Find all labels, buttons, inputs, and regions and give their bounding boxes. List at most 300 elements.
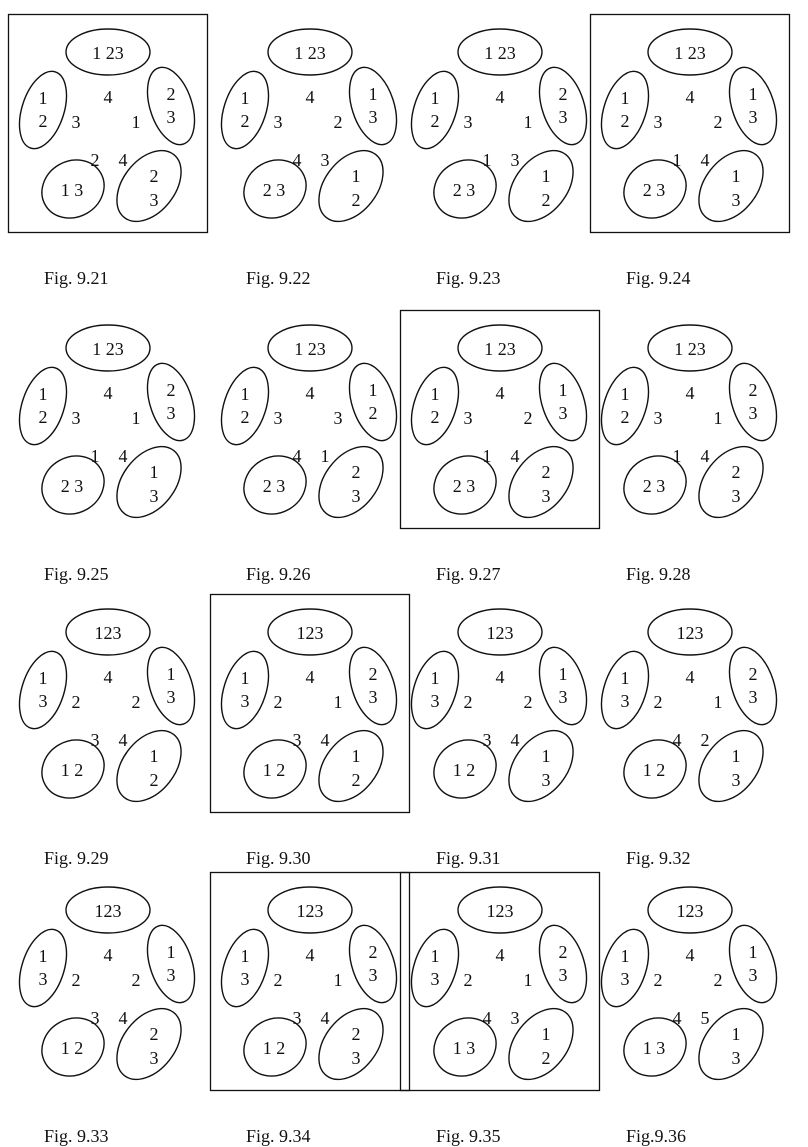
mid-left-number: 2: [653, 692, 663, 712]
top-left-ellipse-label-2: 2: [240, 111, 250, 131]
top-ellipse-label: 123: [94, 901, 122, 921]
top-left-ellipse-label-2: 3: [240, 969, 250, 989]
figure-caption: Fig. 9.27: [436, 564, 501, 584]
mid-left-number: 2: [653, 970, 663, 990]
top-left-ellipse-label-1: 1: [430, 946, 440, 966]
top-left-ellipse-label-2: 2: [38, 111, 48, 131]
mid-left-number: 3: [273, 112, 283, 132]
mid-left-number: 2: [273, 970, 283, 990]
center-number: 4: [495, 945, 505, 965]
top-ellipse-label: 1 23: [294, 339, 326, 359]
top-left-ellipse: [403, 923, 468, 1012]
top-right-ellipse-label-2: 2: [368, 403, 378, 423]
top-left-ellipse: [593, 361, 658, 450]
figure: [400, 310, 600, 584]
top-ellipse-label: 1 23: [674, 339, 706, 359]
top-right-ellipse-label-2: 3: [748, 687, 758, 707]
low-left-number: 4: [292, 150, 302, 170]
bottom-right-ellipse: [496, 718, 586, 813]
top-right-ellipse-label-2: 3: [368, 687, 378, 707]
bottom-left-ellipse-label: 1 2: [262, 1038, 286, 1058]
center-number: 4: [495, 87, 505, 107]
top-left-ellipse-label-2: 3: [620, 969, 630, 989]
mid-left-number: 3: [463, 408, 473, 428]
bottom-right-ellipse-label-2: 3: [731, 486, 741, 506]
low-right-number: 4: [700, 150, 710, 170]
top-right-ellipse-label-2: 3: [558, 107, 568, 127]
top-right-ellipse-label-2: 3: [748, 965, 758, 985]
bottom-right-ellipse: [496, 996, 586, 1091]
top-left-ellipse: [11, 65, 76, 154]
top-right-ellipse-label-1: 2: [558, 942, 568, 962]
low-left-number: 3: [292, 730, 302, 750]
top-right-ellipse: [139, 641, 204, 730]
top-right-ellipse-label-1: 1: [166, 664, 176, 684]
figure-diagram: [590, 14, 790, 236]
bottom-right-ellipse-label-1: 1: [541, 166, 551, 186]
top-left-ellipse-label-2: 3: [38, 691, 48, 711]
bottom-left-ellipse-label: 2 3: [262, 180, 286, 200]
top-right-ellipse-label-2: 3: [748, 107, 758, 127]
low-left-number: 1: [90, 446, 100, 466]
bottom-left-ellipse-label: 1 2: [60, 1038, 84, 1058]
figure-caption: Fig. 9.33: [44, 1126, 109, 1146]
low-right-number: 3: [510, 150, 520, 170]
mid-left-number: 3: [71, 408, 81, 428]
top-right-ellipse: [341, 61, 406, 150]
top-left-ellipse: [11, 923, 76, 1012]
figure-caption: Fig. 9.26: [246, 564, 311, 584]
top-left-ellipse-label-2: 2: [38, 407, 48, 427]
bottom-left-ellipse-label: 2 3: [452, 476, 476, 496]
top-right-ellipse: [721, 641, 786, 730]
figure: [8, 872, 208, 1146]
low-right-number: 4: [510, 446, 520, 466]
low-right-number: 4: [320, 1008, 330, 1028]
center-number: 4: [305, 667, 315, 687]
bottom-left-ellipse-label: 1 2: [642, 760, 666, 780]
bottom-left-ellipse-label: 1 3: [642, 1038, 666, 1058]
mid-left-number: 3: [71, 112, 81, 132]
mid-right-number: 1: [333, 692, 343, 712]
top-right-ellipse-label-2: 3: [166, 403, 176, 423]
top-ellipse-label: 123: [676, 623, 704, 643]
bottom-right-ellipse: [104, 718, 194, 813]
center-number: 4: [305, 945, 315, 965]
top-left-ellipse-label-1: 1: [38, 384, 48, 404]
top-left-ellipse-label-2: 2: [430, 407, 440, 427]
bottom-right-ellipse-label-1: 1: [149, 462, 159, 482]
top-left-ellipse: [403, 645, 468, 734]
top-left-ellipse-label-1: 1: [620, 88, 630, 108]
bottom-right-ellipse-label-2: 3: [351, 486, 361, 506]
mid-right-number: 1: [523, 112, 533, 132]
top-right-ellipse: [531, 357, 596, 446]
low-left-number: 3: [90, 730, 100, 750]
bottom-right-ellipse: [306, 718, 396, 813]
top-left-ellipse-label-2: 2: [620, 111, 630, 131]
figure-diagram: [8, 594, 208, 816]
bottom-right-ellipse-label-1: 1: [731, 746, 741, 766]
top-right-ellipse: [531, 919, 596, 1008]
figure-caption: Fig. 9.28: [626, 564, 691, 584]
top-left-ellipse-label-2: 2: [620, 407, 630, 427]
mid-right-number: 2: [523, 692, 533, 712]
low-left-number: 3: [292, 1008, 302, 1028]
center-number: 4: [685, 383, 695, 403]
top-ellipse-label: 123: [296, 623, 324, 643]
bottom-right-ellipse: [686, 718, 776, 813]
mid-left-number: 3: [273, 408, 283, 428]
bottom-right-ellipse-label-1: 1: [351, 746, 361, 766]
low-left-number: 2: [90, 150, 100, 170]
mid-left-number: 3: [653, 112, 663, 132]
figure-diagram: [210, 310, 410, 532]
bottom-right-ellipse-label-2: 2: [351, 770, 361, 790]
top-right-ellipse-label-1: 1: [368, 380, 378, 400]
figure: [210, 310, 410, 584]
top-left-ellipse-label-1: 1: [240, 946, 250, 966]
top-ellipse-label: 123: [94, 623, 122, 643]
figure-diagram: [8, 14, 208, 236]
low-right-number: 4: [118, 1008, 128, 1028]
top-left-ellipse-label-1: 1: [430, 668, 440, 688]
center-number: 4: [685, 945, 695, 965]
figure: [8, 310, 208, 584]
low-right-number: 3: [320, 150, 330, 170]
figure-diagram: [590, 310, 790, 532]
mid-left-number: 2: [273, 692, 283, 712]
bottom-left-ellipse-label: 1 3: [452, 1038, 476, 1058]
figure-diagram: [400, 14, 600, 236]
center-number: 4: [495, 667, 505, 687]
bottom-right-ellipse-label-2: 2: [541, 1048, 551, 1068]
center-number: 4: [305, 87, 315, 107]
top-ellipse-label: 123: [486, 901, 514, 921]
mid-right-number: 1: [713, 408, 723, 428]
top-left-ellipse-label-2: 3: [430, 691, 440, 711]
top-left-ellipse-label-1: 1: [240, 384, 250, 404]
top-ellipse-label: 123: [486, 623, 514, 643]
bottom-right-ellipse: [104, 434, 194, 529]
top-left-ellipse-label-1: 1: [620, 668, 630, 688]
top-left-ellipse: [593, 65, 658, 154]
bottom-left-ellipse-label: 1 3: [60, 180, 84, 200]
center-number: 4: [685, 667, 695, 687]
low-right-number: 4: [700, 446, 710, 466]
figure-caption: Fig. 9.34: [246, 1126, 311, 1146]
top-left-ellipse: [213, 923, 278, 1012]
top-ellipse-label: 1 23: [294, 43, 326, 63]
figure-caption: Fig. 9.25: [44, 564, 109, 584]
mid-right-number: 2: [333, 112, 343, 132]
low-left-number: 4: [482, 1008, 492, 1028]
figure: [590, 594, 790, 868]
bottom-right-ellipse-label-1: 1: [541, 1024, 551, 1044]
top-right-ellipse-label-1: 1: [748, 942, 758, 962]
top-left-ellipse: [213, 645, 278, 734]
bottom-right-ellipse-label-2: 3: [149, 1048, 159, 1068]
low-right-number: 4: [510, 730, 520, 750]
bottom-right-ellipse-label-2: 3: [731, 1048, 741, 1068]
bottom-right-ellipse-label-1: 2: [149, 166, 159, 186]
bottom-right-ellipse: [306, 434, 396, 529]
bottom-right-ellipse-label-2: 3: [149, 190, 159, 210]
low-left-number: 1: [672, 150, 682, 170]
top-left-ellipse: [403, 361, 468, 450]
figure: [210, 872, 410, 1146]
figure: [210, 594, 410, 868]
low-left-number: 1: [672, 446, 682, 466]
mid-right-number: 3: [333, 408, 343, 428]
top-right-ellipse-label-1: 1: [748, 84, 758, 104]
top-left-ellipse-label-1: 1: [240, 668, 250, 688]
top-right-ellipse: [721, 61, 786, 150]
low-left-number: 4: [292, 446, 302, 466]
center-number: 4: [103, 383, 113, 403]
bottom-left-ellipse-label: 2 3: [642, 180, 666, 200]
top-right-ellipse-label-1: 1: [368, 84, 378, 104]
low-right-number: 4: [118, 150, 128, 170]
bottom-right-ellipse-label-1: 1: [541, 746, 551, 766]
low-right-number: 4: [320, 730, 330, 750]
top-ellipse-label: 1 23: [484, 339, 516, 359]
bottom-right-ellipse-label-1: 2: [351, 462, 361, 482]
bottom-right-ellipse-label-1: 2: [351, 1024, 361, 1044]
figure-caption: Fig. 9.31: [436, 848, 501, 868]
top-ellipse-label: 1 23: [484, 43, 516, 63]
figure-diagram: [8, 872, 208, 1094]
figure-caption: Fig. 9.24: [626, 268, 691, 288]
bottom-right-ellipse-label-2: 2: [149, 770, 159, 790]
bottom-left-ellipse-label: 2 3: [60, 476, 84, 496]
bottom-right-ellipse: [686, 138, 776, 233]
mid-left-number: 2: [71, 692, 81, 712]
mid-right-number: 1: [333, 970, 343, 990]
top-left-ellipse-label-2: 3: [240, 691, 250, 711]
center-number: 4: [103, 945, 113, 965]
top-left-ellipse-label-1: 1: [430, 384, 440, 404]
figure: [400, 872, 600, 1146]
bottom-left-ellipse-label: 1 2: [60, 760, 84, 780]
top-left-ellipse: [593, 923, 658, 1012]
top-ellipse-label: 123: [296, 901, 324, 921]
low-left-number: 4: [672, 1008, 682, 1028]
top-left-ellipse-label-2: 2: [240, 407, 250, 427]
low-left-number: 3: [90, 1008, 100, 1028]
figure-caption: Fig. 9.32: [626, 848, 691, 868]
figure-diagram: [210, 594, 410, 816]
bottom-right-ellipse-label-1: 1: [731, 1024, 741, 1044]
figure-caption: Fig. 9.22: [246, 268, 311, 288]
bottom-left-ellipse-label: 2 3: [452, 180, 476, 200]
figure-diagram: [8, 310, 208, 532]
top-right-ellipse: [721, 357, 786, 446]
low-right-number: 3: [510, 1008, 520, 1028]
bottom-right-ellipse: [306, 996, 396, 1091]
mid-right-number: 2: [713, 970, 723, 990]
bottom-right-ellipse: [496, 434, 586, 529]
top-left-ellipse-label-2: 3: [620, 691, 630, 711]
figure-diagram: [590, 594, 790, 816]
low-right-number: 1: [320, 446, 330, 466]
top-right-ellipse-label-2: 3: [748, 403, 758, 423]
mid-right-number: 2: [523, 408, 533, 428]
figure-caption: Fig. 9.30: [246, 848, 311, 868]
bottom-left-ellipse-label: 2 3: [262, 476, 286, 496]
top-right-ellipse: [531, 61, 596, 150]
figure: [590, 872, 790, 1146]
top-right-ellipse: [139, 919, 204, 1008]
top-right-ellipse-label-1: 1: [558, 380, 568, 400]
low-right-number: 2: [700, 730, 710, 750]
top-left-ellipse: [593, 645, 658, 734]
bottom-right-ellipse-label-2: 3: [351, 1048, 361, 1068]
top-right-ellipse: [341, 357, 406, 446]
bottom-right-ellipse-label-1: 1: [149, 746, 159, 766]
bottom-right-ellipse: [104, 996, 194, 1091]
top-right-ellipse-label-2: 3: [558, 403, 568, 423]
top-left-ellipse-label-1: 1: [38, 946, 48, 966]
bottom-right-ellipse-label-1: 1: [351, 166, 361, 186]
figure: [590, 14, 790, 288]
top-right-ellipse-label-1: 2: [558, 84, 568, 104]
top-right-ellipse-label-1: 1: [166, 942, 176, 962]
top-left-ellipse: [213, 361, 278, 450]
mid-left-number: 2: [71, 970, 81, 990]
bottom-right-ellipse: [306, 138, 396, 233]
mid-right-number: 2: [713, 112, 723, 132]
figure-caption: Fig. 9.35: [436, 1126, 501, 1146]
bottom-right-ellipse-label-1: 2: [149, 1024, 159, 1044]
mid-right-number: 1: [131, 112, 141, 132]
mid-right-number: 1: [131, 408, 141, 428]
figure: [400, 594, 600, 868]
bottom-right-ellipse-label-2: 3: [731, 190, 741, 210]
mid-left-number: 2: [463, 970, 473, 990]
bottom-right-ellipse-label-2: 3: [149, 486, 159, 506]
top-left-ellipse: [11, 361, 76, 450]
mid-right-number: 2: [131, 970, 141, 990]
top-left-ellipse: [403, 65, 468, 154]
bottom-right-ellipse-label-2: 2: [351, 190, 361, 210]
mid-left-number: 3: [653, 408, 663, 428]
center-number: 4: [103, 87, 113, 107]
top-right-ellipse-label-2: 3: [368, 107, 378, 127]
top-left-ellipse-label-2: 3: [430, 969, 440, 989]
bottom-right-ellipse-label-2: 3: [541, 486, 551, 506]
figure-diagram: [400, 310, 600, 532]
center-number: 4: [685, 87, 695, 107]
top-right-ellipse: [341, 919, 406, 1008]
top-right-ellipse-label-1: 2: [748, 380, 758, 400]
bottom-right-ellipse-label-2: 3: [541, 770, 551, 790]
top-ellipse-label: 1 23: [674, 43, 706, 63]
mid-right-number: 2: [131, 692, 141, 712]
top-right-ellipse-label-2: 3: [166, 965, 176, 985]
mid-right-number: 1: [523, 970, 533, 990]
figure-caption: Fig. 9.29: [44, 848, 109, 868]
bottom-right-ellipse-label-2: 3: [731, 770, 741, 790]
top-left-ellipse: [213, 65, 278, 154]
low-left-number: 1: [482, 150, 492, 170]
top-left-ellipse-label-1: 1: [430, 88, 440, 108]
mid-left-number: 2: [463, 692, 473, 712]
top-right-ellipse-label-2: 3: [166, 107, 176, 127]
top-right-ellipse-label-1: 2: [368, 942, 378, 962]
figure: [8, 594, 208, 868]
top-right-ellipse-label-2: 3: [368, 965, 378, 985]
bottom-right-ellipse: [104, 138, 194, 233]
top-right-ellipse-label-1: 2: [166, 380, 176, 400]
mid-right-number: 1: [713, 692, 723, 712]
top-left-ellipse-label-1: 1: [38, 88, 48, 108]
top-right-ellipse-label-2: 3: [558, 687, 568, 707]
low-right-number: 4: [118, 730, 128, 750]
bottom-right-ellipse: [686, 434, 776, 529]
bottom-left-ellipse-label: 1 2: [452, 760, 476, 780]
top-ellipse-label: 1 23: [92, 43, 124, 63]
bottom-right-ellipse-label-1: 2: [731, 462, 741, 482]
figure: [590, 310, 790, 584]
figure: [400, 14, 600, 288]
figure: [8, 14, 208, 288]
top-right-ellipse: [721, 919, 786, 1008]
top-right-ellipse-label-2: 3: [558, 965, 568, 985]
figure-diagram: [210, 872, 410, 1094]
top-left-ellipse-label-1: 1: [38, 668, 48, 688]
top-right-ellipse-label-1: 2: [166, 84, 176, 104]
figure-diagram: [590, 872, 790, 1094]
mid-left-number: 3: [463, 112, 473, 132]
bottom-left-ellipse-label: 2 3: [642, 476, 666, 496]
low-left-number: 3: [482, 730, 492, 750]
bottom-right-ellipse: [686, 996, 776, 1091]
figure-diagram: [210, 14, 410, 236]
center-number: 4: [495, 383, 505, 403]
top-left-ellipse-label-1: 1: [620, 946, 630, 966]
top-left-ellipse-label-2: 3: [38, 969, 48, 989]
low-right-number: 5: [700, 1008, 710, 1028]
top-right-ellipse-label-1: 2: [748, 664, 758, 684]
low-left-number: 4: [672, 730, 682, 750]
center-number: 4: [103, 667, 113, 687]
top-ellipse-label: 1 23: [92, 339, 124, 359]
figure-diagram: [400, 594, 600, 816]
top-right-ellipse: [139, 357, 204, 446]
top-right-ellipse: [531, 641, 596, 730]
bottom-right-ellipse-label-1: 1: [731, 166, 741, 186]
top-right-ellipse-label-2: 3: [166, 687, 176, 707]
top-ellipse-label: 123: [676, 901, 704, 921]
top-left-ellipse-label-2: 2: [430, 111, 440, 131]
figure: [210, 14, 410, 288]
bottom-right-ellipse-label-1: 2: [541, 462, 551, 482]
top-left-ellipse-label-1: 1: [620, 384, 630, 404]
bottom-left-ellipse-label: 1 2: [262, 760, 286, 780]
top-left-ellipse-label-1: 1: [240, 88, 250, 108]
bottom-right-ellipse-label-2: 2: [541, 190, 551, 210]
low-left-number: 1: [482, 446, 492, 466]
bottom-right-ellipse: [496, 138, 586, 233]
figure-diagram: [400, 872, 600, 1094]
figure-caption: Fig. 9.23: [436, 268, 501, 288]
center-number: 4: [305, 383, 315, 403]
top-right-ellipse-label-1: 1: [558, 664, 568, 684]
top-right-ellipse: [341, 641, 406, 730]
top-right-ellipse: [139, 61, 204, 150]
figure-caption: Fig.9.36: [626, 1126, 687, 1146]
